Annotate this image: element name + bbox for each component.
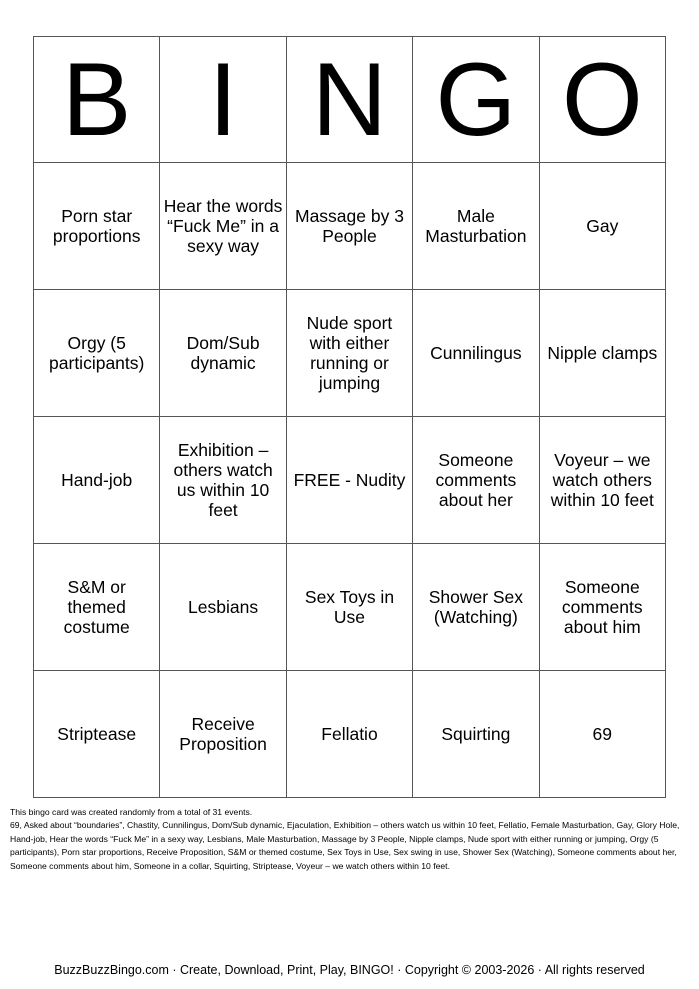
bingo-cell [34,544,160,671]
header-cell-i [160,37,286,163]
bingo-cell [413,163,539,290]
bingo-cell [160,163,286,290]
bingo-cell [34,163,160,290]
header-cell-n [286,37,412,163]
bingo-cell-text: Dom/Sub dynamic [186,333,260,373]
bingo-cell-text: Hand-job [61,470,133,490]
bingo-cell-text: Exhibition – others watch us within 10 feet [173,440,273,520]
bingo-cell [286,671,412,798]
bingo-cell-text: 69 [592,724,613,744]
bingo-cell [160,671,286,798]
free-cell [286,417,412,544]
bingo-cell [34,417,160,544]
bingo-cell-text: Orgy (5 participants) [49,333,145,373]
bingo-cell-text: Male Masturbation [425,206,527,246]
bingo-cell-text: Nipple clamps [547,343,658,363]
bingo-cell-text: Striptease [57,724,137,744]
bingo-cell-text: Porn star proportions [52,206,141,246]
header-letter: G [435,41,517,158]
bingo-row [34,417,666,544]
bingo-cell [413,671,539,798]
card-note [10,806,690,873]
header-letter: B [62,41,132,158]
card-note-events: 69, Asked about “boundaries”, Chastity, Cunnilingus, Dom/Sub dynamic, Ejaculation, Exhibition – others watch us within 10 feet, Fellatio, Female Masturbation, Gay, Glory Hole, Hand-job, Hear the words “Fuck Me” in a sexy way, Lesbians, Male Masturbation, Massage by 3 People, Nipple clamps, Nude sport with either running or jumping, Orgy (5 participants), Porn star proportions, Receive Proposition, S&M or themed costume, Sex Toys in Use, Sex swing in use, Shower Sex (Watching), Someone comments about her, Someone comments about him, Someone in a collar, Squirting, Striptease, Voyeur – we watch others within 10 feet. [10,820,680,871]
bingo-row [34,290,666,417]
bingo-cell-text: Lesbians [188,597,259,617]
card-note-summary: This bingo card was created randomly from a total of 31 events. [10,807,253,817]
bingo-cell-text: Fellatio [321,724,378,744]
bingo-cell [539,290,665,417]
bingo-cell [160,544,286,671]
header-letter: N [311,41,388,158]
bingo-cell-text: Voyeur – we watch others within 10 feet [550,450,654,510]
bingo-header-row [34,37,666,163]
bingo-cell-text: Shower Sex (Watching) [428,587,524,627]
header-letter: O [561,41,643,158]
bingo-cell-text: S&M or themed costume [63,577,130,637]
bingo-cell-text: Massage by 3 People [295,206,404,246]
bingo-cell [160,290,286,417]
bingo-cell [539,417,665,544]
bingo-cell-text: Nude sport with either running or jumping [306,313,393,393]
header-letter: I [208,41,238,158]
bingo-cell [413,290,539,417]
bingo-row [34,163,666,290]
bingo-cell [539,544,665,671]
bingo-cell-text: Gay [586,216,619,236]
bingo-cell-text: Someone comments about him [561,577,643,637]
bingo-cell [413,417,539,544]
bingo-cell [413,544,539,671]
bingo-cell-text: Sex Toys in Use [304,587,395,627]
bingo-cell [286,163,412,290]
bingo-cell [286,290,412,417]
bingo-card [33,36,666,798]
bingo-cell-text: Receive Proposition [179,714,267,754]
bingo-cell [539,671,665,798]
bingo-row [34,544,666,671]
bingo-cell-text: Cunnilingus [430,343,522,363]
footer-copyright: BuzzBuzzBingo.com · Create, Download, Print, Play, BINGO! · Copyright © 2003-2026 · All rights reserved [54,963,645,977]
bingo-cell-text: Hear the words “Fuck Me” in a sexy way [163,196,283,256]
bingo-cell [34,671,160,798]
bingo-cell-text: Someone comments about her [435,450,517,510]
header-cell-g [413,37,539,163]
bingo-cell-text: Squirting [441,724,511,744]
bingo-cell [160,417,286,544]
free-cell-text: FREE - Nudity [293,470,406,490]
bingo-row [34,671,666,798]
bingo-cell [286,544,412,671]
bingo-cell [34,290,160,417]
header-cell-b [34,37,160,163]
header-cell-o [539,37,665,163]
bingo-cell [539,163,665,290]
